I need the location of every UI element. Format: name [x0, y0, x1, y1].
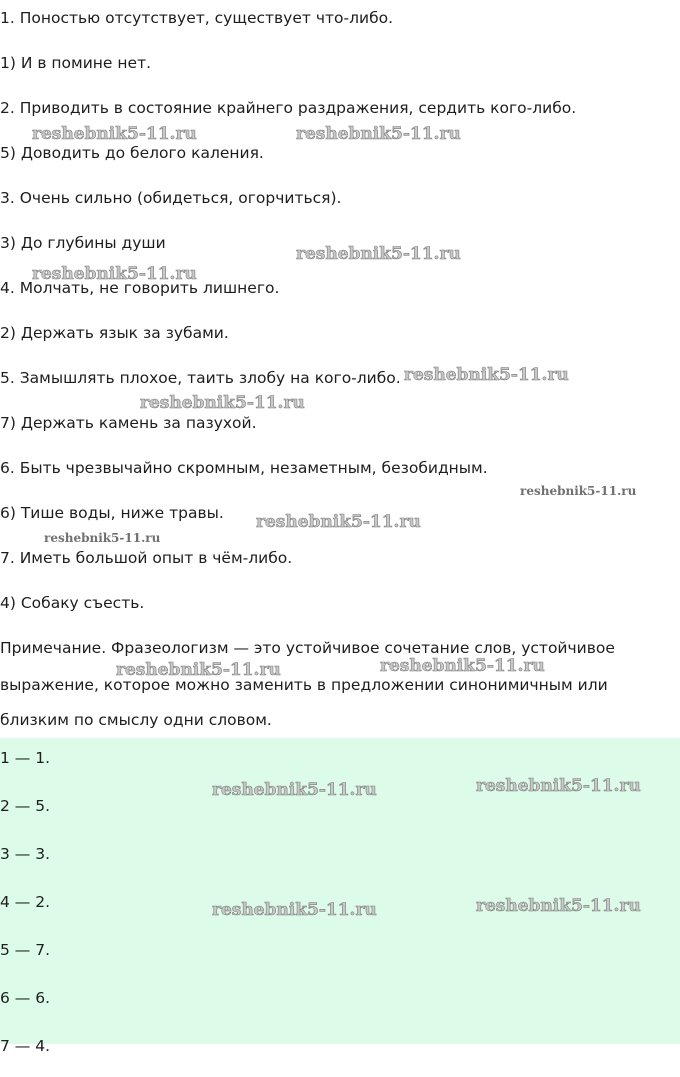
watermark: reshebnik5-11.ru	[476, 776, 641, 796]
watermark: reshebnik5-11.ru	[212, 900, 377, 920]
watermark: reshebnik5-11.ru	[404, 365, 569, 385]
text-line: 7) Держать камень за пазухой.	[0, 414, 257, 432]
answer-line: 1 — 1.	[0, 749, 51, 767]
watermark: reshebnik5-11.ru	[476, 896, 641, 916]
answer-block	[0, 738, 680, 1055]
answer-line: 7 — 4.	[0, 1037, 51, 1055]
note-line: близким по смыслу одни словом.	[0, 711, 272, 729]
text-line: 1. Поностью отсутствует, существует что-либо.	[0, 9, 394, 27]
watermark: reshebnik5-11.ru	[116, 660, 281, 680]
watermark: reshebnik5-11.ru	[140, 393, 305, 413]
text-line: 6) Тише воды, ниже травы.	[0, 504, 224, 522]
watermark: reshebnik5-11.ru	[32, 264, 197, 284]
text-line: 4. Молчать, не говорить лишнего.	[0, 279, 280, 297]
text-line: 6. Быть чрезвычайно скромным, незаметным, безобидным.	[0, 459, 488, 477]
watermark: reshebnik5-11.ru	[380, 656, 545, 676]
note-line: Примечание. Фразеологизм — это устойчивое сочетание слов, устойчивое	[0, 639, 615, 657]
watermark: reshebnik5-11.ru	[296, 244, 461, 264]
watermark: reshebnik5-11.ru	[520, 484, 637, 498]
answer-line: 3 — 3.	[0, 845, 51, 863]
watermark: reshebnik5-11.ru	[212, 780, 377, 800]
watermark: reshebnik5-11.ru	[256, 512, 421, 532]
answer-line: 4 — 2.	[0, 893, 51, 911]
answer-line: 5 — 7.	[0, 941, 51, 959]
answer-line: 2 — 5.	[0, 797, 51, 815]
watermark: reshebnik5-11.ru	[296, 124, 461, 144]
answer-line: 6 — 6.	[0, 989, 51, 1007]
text-line: 3. Очень сильно (обидеться, огорчиться).	[0, 189, 342, 207]
text-line: 2. Приводить в состояние крайнего раздражения, сердить кого-либо.	[0, 99, 577, 117]
text-line: 1) И в помине нет.	[0, 54, 152, 72]
note-line: выражение, которое можно заменить в предложении синонимичным или	[0, 676, 608, 694]
text-line: 7. Иметь большой опыт в чём-либо.	[0, 549, 293, 567]
watermark: reshebnik5-11.ru	[44, 531, 161, 545]
text-line: 2) Держать язык за зубами.	[0, 324, 229, 342]
watermark: reshebnik5-11.ru	[32, 124, 197, 144]
text-line: 5) Доводить до белого каления.	[0, 144, 264, 162]
text-line: 3) До глубины души	[0, 234, 166, 252]
text-line: 5. Замышлять плохое, таить злобу на кого-либо.	[0, 369, 401, 387]
text-line: 4) Собаку съесть.	[0, 594, 145, 612]
